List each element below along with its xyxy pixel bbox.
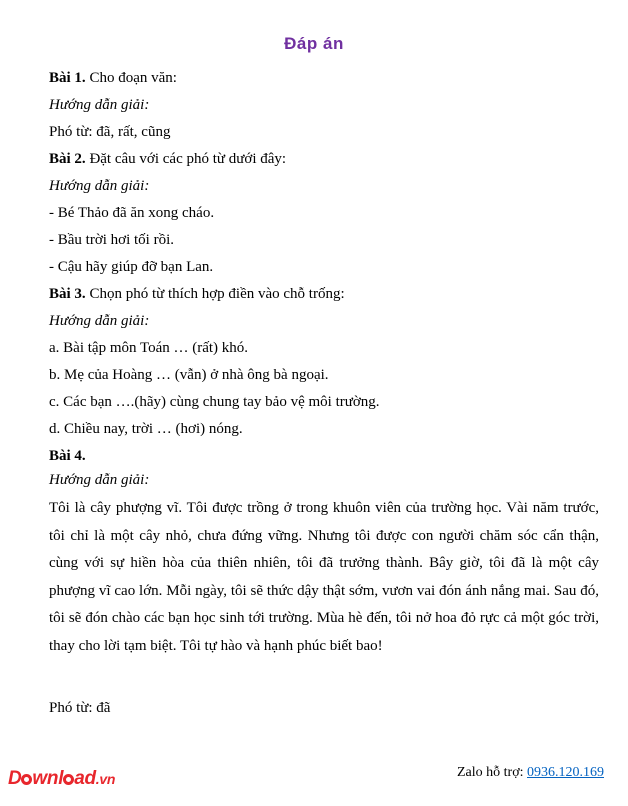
- logo-text-start: D: [8, 768, 22, 789]
- bai3-item: a. Bài tập môn Toán … (rất) khó.: [49, 340, 249, 356]
- zalo-support-label: Zalo hỗ trợ:: [457, 765, 527, 780]
- bai1-heading: [49, 68, 177, 88]
- bai4-guide: Hướng dẫn giải:: [49, 472, 150, 488]
- bai3-guide: Hướng dẫn giải:: [49, 313, 150, 329]
- logo-o-icon: [21, 774, 32, 785]
- logo-text-end: ad: [74, 768, 96, 789]
- bai2-item: - Bầu trời hơi tối rồi.: [49, 232, 175, 248]
- bai1-prompt: Cho đoạn văn:: [85, 70, 177, 86]
- bai4-paragraph: Tôi là cây phượng vĩ. Tôi được trồng ở trong khuôn viên của trường học. Vài năm trước, tôi chỉ là một cây nhỏ, chưa đứng vững. Nhưng tôi được con người chăm sóc cẩn thận, cùng với sự hiền hòa của thiên nhiên, tôi đã trưởng thành. Bây giờ, tôi đã là một cây phượng vĩ cao lớn. Mỗi ngày, tôi sẽ thức dậy thật sớm, vươn vai đón ánh nắng mai. Sau đó, tôi sẽ đón chào các bạn học sinh tới trường. Mùa hè đến, tôi nở hoa đỏ rực cả một góc trời, thay cho lời tạm biệt. Tôi tự hào và hạnh phúc biết bao!: [49, 500, 599, 654]
- page-title: Đáp án: [284, 34, 344, 53]
- logo-text-mid: wnl: [32, 768, 64, 789]
- bai2-item: - Bé Thảo đã ăn xong cháo.: [49, 205, 215, 221]
- bai3-label: Bài 3.: [49, 286, 86, 302]
- download-logo[interactable]: [8, 768, 115, 790]
- bai2-guide: Hướng dẫn giải:: [49, 178, 150, 194]
- bai2-heading: [49, 149, 286, 169]
- bai3-item: c. Các bạn ….(hãy) cùng chung tay bảo vệ môi trường.: [49, 394, 380, 410]
- bai2-item: - Cậu hãy giúp đỡ bạn Lan.: [49, 259, 214, 275]
- bai1-guide: Hướng dẫn giải:: [49, 97, 150, 113]
- bai3-prompt: Chọn phó từ thích hợp điền vào chỗ trống:: [85, 286, 345, 302]
- zalo-support: [457, 765, 604, 781]
- bai3-item: d. Chiều nay, trời … (hơi) nóng.: [49, 421, 243, 437]
- bai4-answer: Phó từ: đã: [49, 700, 111, 716]
- bai2-label: Bài 2.: [49, 151, 86, 167]
- bai3-heading: [49, 284, 345, 304]
- logo-suffix: .vn: [95, 771, 116, 787]
- bai2-prompt: Đặt câu với các phó từ dưới đây:: [85, 151, 287, 167]
- support-phone-link[interactable]: 0936.120.169: [527, 765, 604, 780]
- bai1-label: Bài 1.: [49, 70, 86, 86]
- bai1-answer: Phó từ: đã, rất, cũng: [49, 124, 171, 140]
- logo-o-icon: [63, 774, 74, 785]
- bai3-item: b. Mẹ của Hoàng … (vẫn) ở nhà ông bà ngoại.: [49, 367, 329, 383]
- bai4-label: Bài 4.: [49, 448, 86, 464]
